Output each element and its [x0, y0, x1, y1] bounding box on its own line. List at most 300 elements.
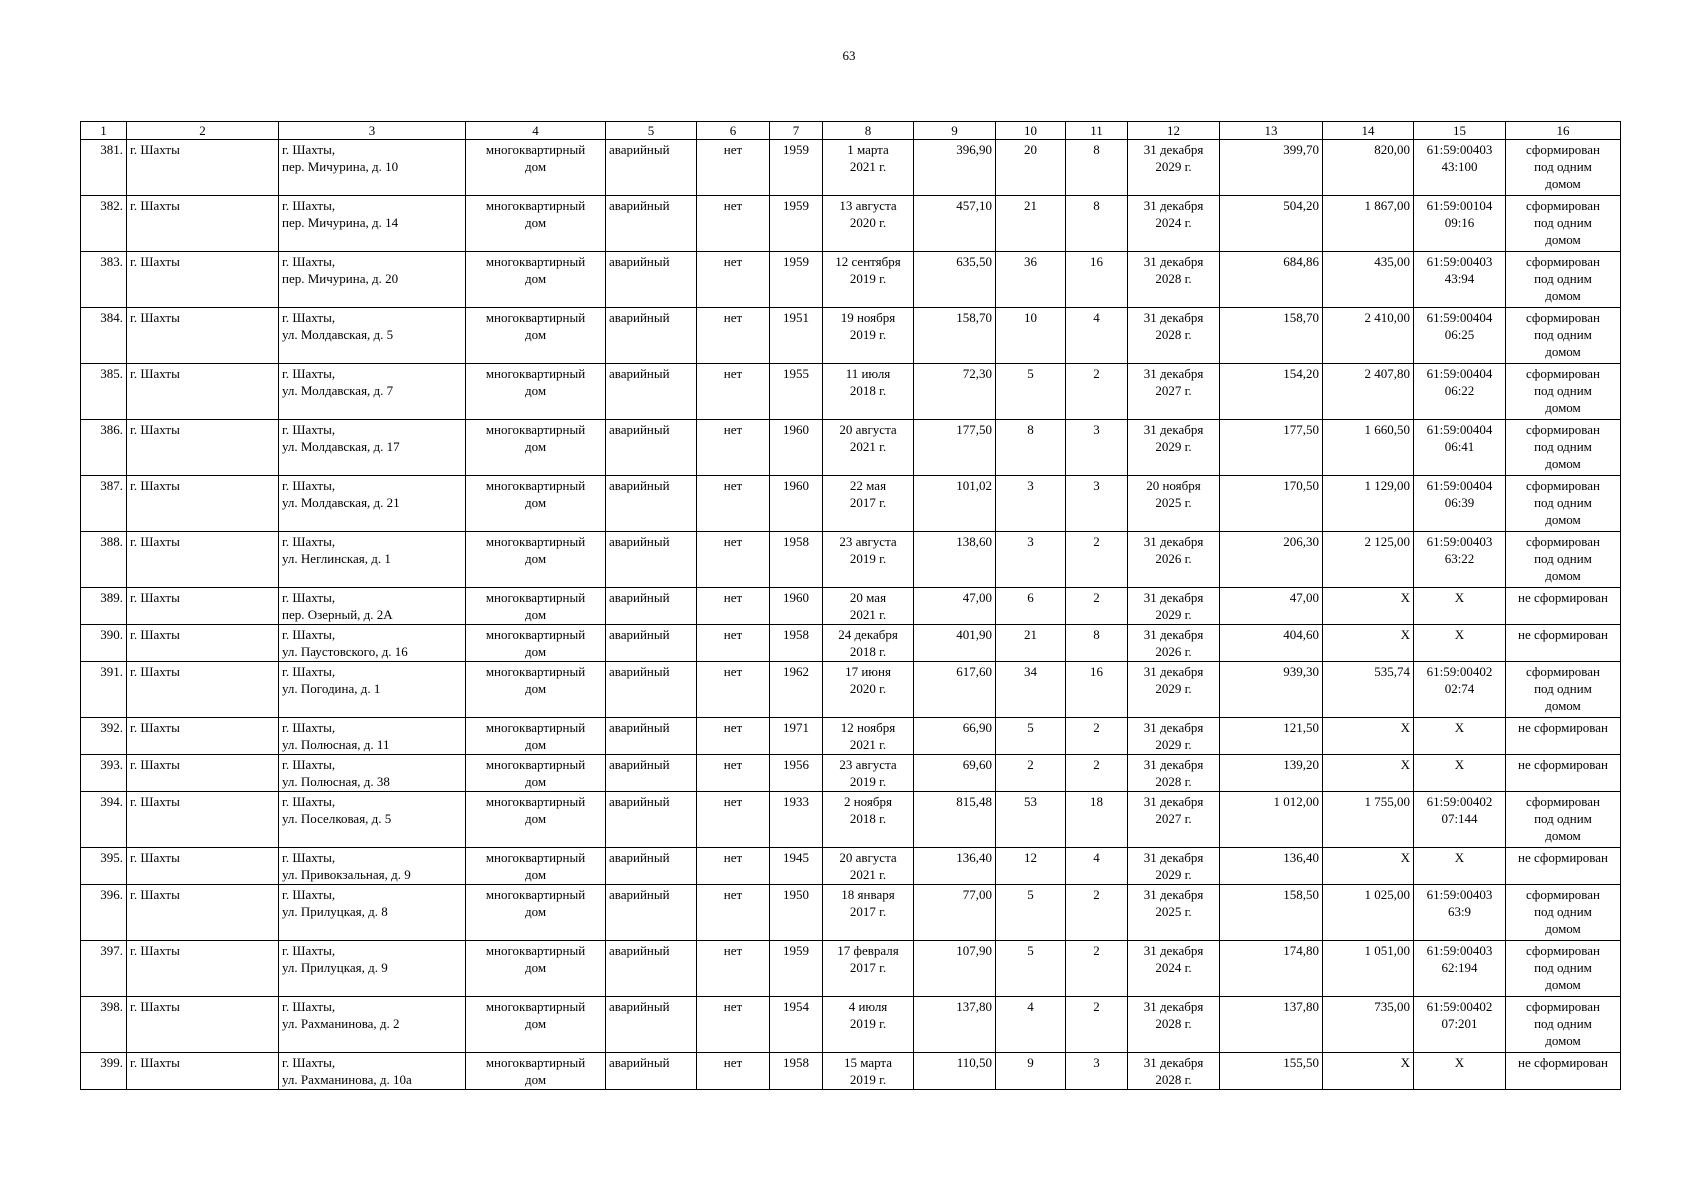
planned-date-text: 31 декабря: [1143, 887, 1204, 902]
col6-cell: [697, 885, 770, 941]
address-text: г. Шахты,: [282, 664, 336, 679]
area-text: 635,50: [956, 254, 992, 269]
building-type-text: многоквартирный: [485, 664, 586, 679]
col6-cell: [697, 196, 770, 252]
recognition-date-cell: [823, 885, 914, 941]
municipality-text: г. Шахты: [130, 720, 180, 735]
col13-cell: [1220, 792, 1323, 848]
cadastral-number-cell: [1414, 420, 1506, 476]
land-area-cell: [1323, 308, 1414, 364]
recognition-date-text: 19 ноября: [840, 310, 896, 325]
address-cell: [279, 885, 466, 941]
cadastral-number-cell: [1414, 755, 1506, 792]
apartments-text: 2: [1093, 887, 1100, 902]
residents-text: 5: [1027, 943, 1034, 958]
residents-cell: [996, 1053, 1066, 1090]
area-text: 617,60: [956, 664, 992, 679]
condition-text: аварийный: [609, 794, 670, 809]
col6-text: нет: [723, 590, 743, 605]
building-type-text: многоквартирный: [485, 943, 586, 958]
condition-text: аварийный: [609, 142, 670, 157]
year-cell: [770, 308, 823, 364]
col6-cell: [697, 941, 770, 997]
apartments-cell: [1066, 308, 1128, 364]
residents-text: 8: [1027, 422, 1034, 437]
land-area-cell: [1323, 718, 1414, 755]
land-status-cell: [1506, 1053, 1621, 1090]
cadastral-number-cell: [1414, 792, 1506, 848]
apartments-text: 2: [1093, 534, 1100, 549]
land-status-text: сформирован: [1525, 254, 1601, 269]
land-area-text: 1 051,00: [1364, 943, 1410, 958]
row-number-cell: [81, 625, 127, 662]
table-row: [81, 625, 1621, 662]
apartments-text: 4: [1093, 310, 1100, 325]
year-text: 1971: [783, 720, 809, 735]
col13-text: 170,50: [1283, 478, 1319, 493]
land-status-text: домом: [1545, 512, 1581, 527]
table-row: [81, 718, 1621, 755]
apartments-text: 18: [1090, 794, 1103, 809]
cadastral-number-text: 06:25: [1444, 327, 1475, 342]
planned-date-text: 31 декабря: [1143, 850, 1204, 865]
col6-text: нет: [723, 720, 743, 735]
condition-text: аварийный: [609, 366, 670, 381]
land-area-cell: [1323, 662, 1414, 718]
address-text: ул. Неглинская, д. 1: [282, 551, 391, 566]
apartments-cell: [1066, 1053, 1128, 1090]
table-row: [81, 997, 1621, 1053]
col6-text: нет: [723, 478, 743, 493]
building-type-text: многоквартирный: [485, 627, 586, 642]
land-status-text: под одним: [1534, 904, 1592, 919]
land-status-cell: [1506, 718, 1621, 755]
area-text: 66,90: [962, 720, 992, 735]
recognition-date-text: 2021 г.: [849, 159, 887, 174]
land-status-cell: [1506, 420, 1621, 476]
planned-date-text: 2028 г.: [1155, 774, 1192, 789]
planned-date-cell: [1128, 1053, 1220, 1090]
year-text: 1958: [783, 627, 809, 642]
land-area-text: 735,00: [1374, 999, 1410, 1014]
land-status-text: под одним: [1534, 383, 1592, 398]
planned-date-cell: [1128, 420, 1220, 476]
planned-date-text: 2027 г.: [1155, 811, 1192, 826]
recognition-date-cell: [823, 625, 914, 662]
area-text: 77,00: [962, 887, 992, 902]
row-number-text: 392.: [100, 720, 123, 735]
land-status-text: домом: [1545, 828, 1581, 843]
land-area-text: 535,74: [1374, 664, 1410, 679]
land-status-text: домом: [1545, 977, 1581, 992]
area-text: 107,90: [956, 943, 992, 958]
building-type-cell: [466, 885, 606, 941]
recognition-date-cell: [823, 997, 914, 1053]
year-text: 1960: [783, 478, 809, 493]
year-text: 1945: [783, 850, 809, 865]
planned-date-text: 31 декабря: [1143, 757, 1204, 772]
municipality-cell: [127, 196, 279, 252]
col6-cell: [697, 532, 770, 588]
address-text: ул. Рахманинова, д. 2: [282, 1016, 400, 1031]
land-status-cell: [1506, 662, 1621, 718]
planned-date-cell: [1128, 308, 1220, 364]
residents-cell: [996, 997, 1066, 1053]
land-status-cell: [1506, 885, 1621, 941]
municipality-text: г. Шахты: [130, 254, 180, 269]
recognition-date-text: 2019 г.: [849, 551, 887, 566]
address-text: г. Шахты,: [282, 627, 336, 642]
planned-date-text: 2029 г.: [1155, 737, 1192, 752]
apartments-text: 16: [1090, 664, 1103, 679]
residents-text: 21: [1024, 627, 1037, 642]
apartments-text: 2: [1093, 366, 1100, 381]
recognition-date-text: 2017 г.: [849, 495, 887, 510]
municipality-cell: [127, 625, 279, 662]
land-status-text: сформирован: [1525, 999, 1601, 1014]
year-cell: [770, 755, 823, 792]
apartments-text: 3: [1093, 478, 1100, 493]
building-type-cell: [466, 420, 606, 476]
col13-cell: [1220, 662, 1323, 718]
condition-text: аварийный: [609, 999, 670, 1014]
col13-cell: [1220, 848, 1323, 885]
municipality-cell: [127, 885, 279, 941]
municipality-cell: [127, 755, 279, 792]
cadastral-number-text: 43:94: [1444, 271, 1475, 286]
year-text: 1958: [783, 534, 809, 549]
condition-cell: [606, 718, 697, 755]
building-type-cell: [466, 196, 606, 252]
cadastral-number-text: 61:59:00403: [1426, 254, 1493, 269]
condition-text: аварийный: [609, 664, 670, 679]
planned-date-cell: [1128, 625, 1220, 662]
residents-text: 2: [1027, 757, 1034, 772]
recognition-date-cell: [823, 476, 914, 532]
col13-text: 174,80: [1283, 943, 1319, 958]
area-cell: [914, 792, 996, 848]
condition-cell: [606, 140, 697, 196]
building-type-text: дом: [524, 811, 547, 826]
recognition-date-text: 23 августа: [839, 757, 897, 772]
cadastral-number-cell: [1414, 476, 1506, 532]
area-text: 401,90: [956, 627, 992, 642]
building-type-text: многоквартирный: [485, 142, 586, 157]
recognition-date-cell: [823, 662, 914, 718]
recognition-date-text: 2020 г.: [849, 215, 887, 230]
address-cell: [279, 1053, 466, 1090]
row-number-text: 394.: [100, 794, 123, 809]
building-type-text: многоквартирный: [485, 478, 586, 493]
table-row: [81, 196, 1621, 252]
land-status-text: не сформирован: [1517, 720, 1608, 735]
land-area-text: 1 867,00: [1364, 198, 1410, 213]
residents-text: 12: [1024, 850, 1037, 865]
residents-text: 34: [1024, 664, 1037, 679]
condition-text: аварийный: [609, 198, 670, 213]
column-header: 4: [466, 122, 606, 140]
page-number: 63: [842, 48, 856, 63]
building-type-cell: [466, 476, 606, 532]
municipality-text: г. Шахты: [130, 627, 180, 642]
municipality-text: г. Шахты: [130, 664, 180, 679]
recognition-date-cell: [823, 252, 914, 308]
planned-date-text: 31 декабря: [1143, 254, 1204, 269]
address-text: ул. Поселковая, д. 5: [282, 811, 392, 826]
year-cell: [770, 941, 823, 997]
residents-cell: [996, 532, 1066, 588]
cadastral-number-text: 61:59:00402: [1426, 664, 1493, 679]
cadastral-number-text: 02:74: [1444, 681, 1475, 696]
building-type-text: дом: [524, 737, 547, 752]
address-text: ул. Молдавская, д. 7: [282, 383, 394, 398]
residents-cell: [996, 941, 1066, 997]
recognition-date-text: 22 мая: [849, 478, 887, 493]
municipality-text: г. Шахты: [130, 142, 180, 157]
residents-text: 6: [1027, 590, 1034, 605]
residents-text: 3: [1027, 534, 1034, 549]
col6-text: нет: [723, 887, 743, 902]
year-text: 1956: [783, 757, 809, 772]
area-cell: [914, 755, 996, 792]
column-header: 13: [1220, 122, 1323, 140]
building-type-cell: [466, 140, 606, 196]
row-number-cell: [81, 252, 127, 308]
cadastral-number-text: 61:59:00402: [1426, 794, 1493, 809]
col13-text: 136,40: [1283, 850, 1319, 865]
cadastral-number-text: 61:59:00403: [1426, 534, 1493, 549]
recognition-date-text: 2 ноября: [843, 794, 893, 809]
planned-date-cell: [1128, 588, 1220, 625]
building-type-text: многоквартирный: [485, 1055, 586, 1070]
planned-date-cell: [1128, 662, 1220, 718]
building-type-text: многоквартирный: [485, 794, 586, 809]
apartments-text: 2: [1093, 999, 1100, 1014]
col13-text: 399,70: [1283, 142, 1319, 157]
address-text: г. Шахты,: [282, 422, 336, 437]
column-header: 11: [1066, 122, 1128, 140]
building-type-cell: [466, 755, 606, 792]
municipality-text: г. Шахты: [130, 1055, 180, 1070]
land-area-cell: [1323, 1053, 1414, 1090]
col13-text: 684,86: [1283, 254, 1319, 269]
row-number-cell: [81, 308, 127, 364]
land-status-cell: [1506, 308, 1621, 364]
address-cell: [279, 755, 466, 792]
condition-text: аварийный: [609, 254, 670, 269]
apartments-cell: [1066, 364, 1128, 420]
building-type-cell: [466, 662, 606, 718]
land-status-text: под одним: [1534, 159, 1592, 174]
row-number-cell: [81, 755, 127, 792]
apartments-cell: [1066, 476, 1128, 532]
land-area-cell: [1323, 364, 1414, 420]
col13-text: 47,00: [1289, 590, 1319, 605]
recognition-date-cell: [823, 718, 914, 755]
cadastral-number-text: 62:194: [1441, 960, 1478, 975]
building-type-text: дом: [524, 774, 547, 789]
area-text: 396,90: [956, 142, 992, 157]
recognition-date-text: 2019 г.: [849, 1016, 887, 1031]
building-type-text: многоквартирный: [485, 310, 586, 325]
col6-cell: [697, 1053, 770, 1090]
row-number-text: 381.: [100, 142, 123, 157]
apartments-cell: [1066, 848, 1128, 885]
address-text: пер. Мичурина, д. 10: [282, 159, 399, 174]
cadastral-number-cell: [1414, 196, 1506, 252]
planned-date-text: 2029 г.: [1155, 159, 1192, 174]
row-number-text: 387.: [100, 478, 123, 493]
recognition-date-cell: [823, 941, 914, 997]
address-text: г. Шахты,: [282, 478, 336, 493]
col13-text: 1 012,00: [1273, 794, 1319, 809]
recognition-date-text: 2019 г.: [849, 774, 887, 789]
cadastral-number-cell: [1414, 885, 1506, 941]
condition-text: аварийный: [609, 943, 670, 958]
table-row: [81, 532, 1621, 588]
planned-date-text: 31 декабря: [1143, 310, 1204, 325]
area-text: 136,40: [956, 850, 992, 865]
address-cell: [279, 848, 466, 885]
area-cell: [914, 662, 996, 718]
col6-text: нет: [723, 366, 743, 381]
row-number-text: 386.: [100, 422, 123, 437]
address-cell: [279, 997, 466, 1053]
row-number-text: 399.: [100, 1055, 123, 1070]
address-cell: [279, 792, 466, 848]
municipality-text: г. Шахты: [130, 794, 180, 809]
recognition-date-text: 12 ноября: [840, 720, 896, 735]
recognition-date-text: 2020 г.: [849, 681, 887, 696]
planned-date-cell: [1128, 364, 1220, 420]
building-type-text: многоквартирный: [485, 254, 586, 269]
row-number-cell: [81, 662, 127, 718]
area-cell: [914, 941, 996, 997]
col6-text: нет: [723, 254, 743, 269]
recognition-date-text: 2021 г.: [849, 439, 887, 454]
condition-cell: [606, 792, 697, 848]
area-cell: [914, 997, 996, 1053]
year-text: 1959: [783, 943, 809, 958]
col6-text: нет: [723, 310, 743, 325]
apartments-text: 2: [1093, 757, 1100, 772]
cadastral-number-text: 07:144: [1441, 811, 1478, 826]
row-number-text: 389.: [100, 590, 123, 605]
planned-date-text: 2028 г.: [1155, 327, 1192, 342]
apartments-text: 3: [1093, 422, 1100, 437]
cadastral-number-cell: [1414, 252, 1506, 308]
recognition-date-text: 20 августа: [839, 850, 897, 865]
condition-text: аварийный: [609, 590, 670, 605]
col6-text: нет: [723, 627, 743, 642]
land-status-text: под одним: [1534, 811, 1592, 826]
residents-cell: [996, 140, 1066, 196]
column-header: 7: [770, 122, 823, 140]
planned-date-text: 2024 г.: [1155, 215, 1192, 230]
column-header: 3: [279, 122, 466, 140]
col13-text: 139,20: [1283, 757, 1319, 772]
col6-cell: [697, 308, 770, 364]
address-cell: [279, 196, 466, 252]
col6-text: нет: [723, 943, 743, 958]
table-row: [81, 848, 1621, 885]
planned-date-text: 31 декабря: [1143, 794, 1204, 809]
land-status-cell: [1506, 997, 1621, 1053]
condition-cell: [606, 848, 697, 885]
col6-text: нет: [723, 198, 743, 213]
address-cell: [279, 252, 466, 308]
land-area-text: 2 407,80: [1364, 366, 1410, 381]
cadastral-number-cell: [1414, 997, 1506, 1053]
col13-cell: [1220, 997, 1323, 1053]
building-type-cell: [466, 532, 606, 588]
row-number-cell: [81, 196, 127, 252]
land-status-text: сформирован: [1525, 310, 1601, 325]
cadastral-number-cell: [1414, 364, 1506, 420]
col13-text: 404,60: [1283, 627, 1319, 642]
municipality-cell: [127, 140, 279, 196]
col13-text: 158,50: [1283, 887, 1319, 902]
planned-date-cell: [1128, 140, 1220, 196]
building-type-text: дом: [524, 439, 547, 454]
year-cell: [770, 364, 823, 420]
year-cell: [770, 792, 823, 848]
cadastral-number-text: X: [1454, 757, 1465, 772]
address-text: ул. Молдавская, д. 17: [282, 439, 400, 454]
building-type-text: дом: [524, 159, 547, 174]
cadastral-number-text: 06:41: [1444, 439, 1475, 454]
land-area-text: X: [1400, 850, 1410, 865]
apartments-cell: [1066, 718, 1128, 755]
col6-cell: [697, 718, 770, 755]
land-area-text: 1 660,50: [1364, 422, 1410, 437]
address-text: г. Шахты,: [282, 254, 336, 269]
municipality-text: г. Шахты: [130, 310, 180, 325]
year-cell: [770, 196, 823, 252]
building-type-text: многоквартирный: [485, 887, 586, 902]
residents-text: 5: [1027, 366, 1034, 381]
col13-text: 137,80: [1283, 999, 1319, 1014]
col6-cell: [697, 997, 770, 1053]
building-type-text: многоквартирный: [485, 757, 586, 772]
land-area-cell: [1323, 625, 1414, 662]
building-type-cell: [466, 1053, 606, 1090]
column-header: 9: [914, 122, 996, 140]
building-type-text: дом: [524, 271, 547, 286]
apartments-text: 2: [1093, 590, 1100, 605]
cadastral-number-text: 61:59:00402: [1426, 999, 1493, 1014]
area-text: 72,30: [962, 366, 992, 381]
col6-cell: [697, 252, 770, 308]
land-area-cell: [1323, 140, 1414, 196]
recognition-date-text: 15 марта: [843, 1055, 893, 1070]
recognition-date-text: 2021 г.: [849, 867, 887, 882]
land-area-cell: [1323, 997, 1414, 1053]
recognition-date-cell: [823, 792, 914, 848]
col6-text: нет: [723, 534, 743, 549]
planned-date-text: 31 декабря: [1143, 720, 1204, 735]
land-status-text: сформирован: [1525, 198, 1601, 213]
area-text: 110,50: [956, 1055, 992, 1070]
land-status-text: не сформирован: [1517, 627, 1608, 642]
building-type-text: дом: [524, 867, 547, 882]
planned-date-text: 31 декабря: [1143, 664, 1204, 679]
residents-cell: [996, 308, 1066, 364]
cadastral-number-text: 61:59:00404: [1426, 422, 1493, 437]
apartments-cell: [1066, 792, 1128, 848]
table-body: [81, 140, 1621, 1090]
apartments-cell: [1066, 532, 1128, 588]
